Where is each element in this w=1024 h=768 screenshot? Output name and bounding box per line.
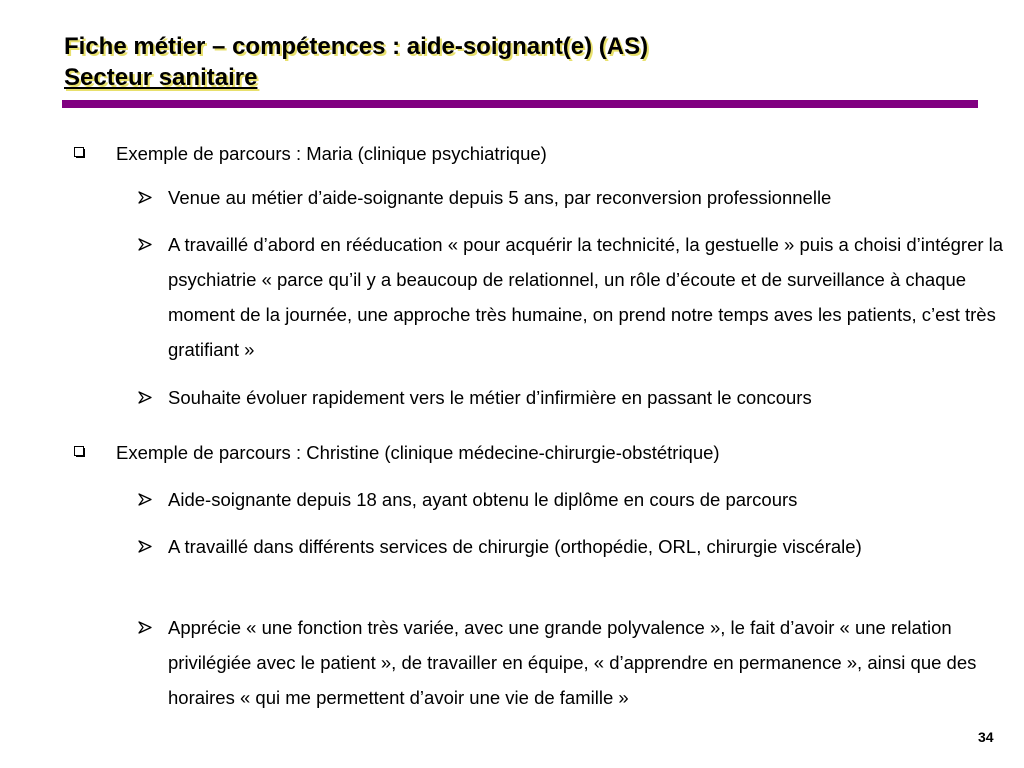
page-number: 34 — [978, 729, 994, 745]
arrow-bullet-icon — [138, 191, 152, 204]
arrow-bullet-icon — [138, 493, 152, 506]
list-item — [168, 380, 1014, 415]
list-item-text: A travaillé d’abord en rééducation « pour acquérir la technicité, la gestuelle » puis a choisi d’intégrer la psychiatrie « parce qu’il y a beaucoup de relationnel, un rôle d’écoute et de surveillance à chaque moment de la journée, une approche très humaine, on prend notre temps aves les patients, c’est très gratifiant » — [168, 234, 1004, 360]
list-item-text: A travaillé dans différents services de chirurgie (orthopédie, ORL, chirurgie viscérale) — [168, 536, 862, 557]
checkbox-square-icon — [74, 147, 85, 158]
title-divider — [62, 100, 978, 108]
list-item-text: Venue au métier d’aide-soignante depuis 5 ans, par reconversion professionnelle — [168, 187, 832, 208]
list-item — [168, 227, 1014, 367]
list-item-text: Aide-soignante depuis 18 ans, ayant obtenu le diplôme en cours de parcours — [168, 489, 798, 510]
title-line-1: Fiche métier – compétences : aide-soignant(e) (AS) — [64, 33, 649, 60]
slide-title — [64, 31, 648, 93]
list-item — [168, 610, 1014, 715]
list-item-text: Souhaite évoluer rapidement vers le métier d’infirmière en passant le concours — [168, 387, 812, 408]
list-item — [168, 180, 1014, 215]
arrow-bullet-icon — [138, 391, 152, 404]
list-item-text: Apprécie « une fonction très variée, avec une grande polyvalence », le fait d’avoir « une relation privilégiée avec le patient », de travailler en équipe, « d’apprendre en permanence », ainsi que des horaires « qui me permettent d’avoir une vie de famille » — [168, 617, 977, 708]
checkbox-square-icon — [74, 446, 85, 457]
list-item — [168, 482, 1014, 517]
section-heading — [116, 441, 1006, 465]
list-item — [168, 529, 948, 564]
arrow-bullet-icon — [138, 540, 152, 553]
title-line-2: Secteur sanitaire — [64, 64, 258, 91]
arrow-bullet-icon — [138, 621, 152, 634]
section-heading-text: Exemple de parcours : Christine (clinique médecine-chirurgie-obstétrique) — [116, 442, 720, 463]
section-heading-text: Exemple de parcours : Maria (clinique psychiatrique) — [116, 143, 547, 164]
arrow-bullet-icon — [138, 238, 152, 251]
section-heading — [116, 142, 1006, 166]
